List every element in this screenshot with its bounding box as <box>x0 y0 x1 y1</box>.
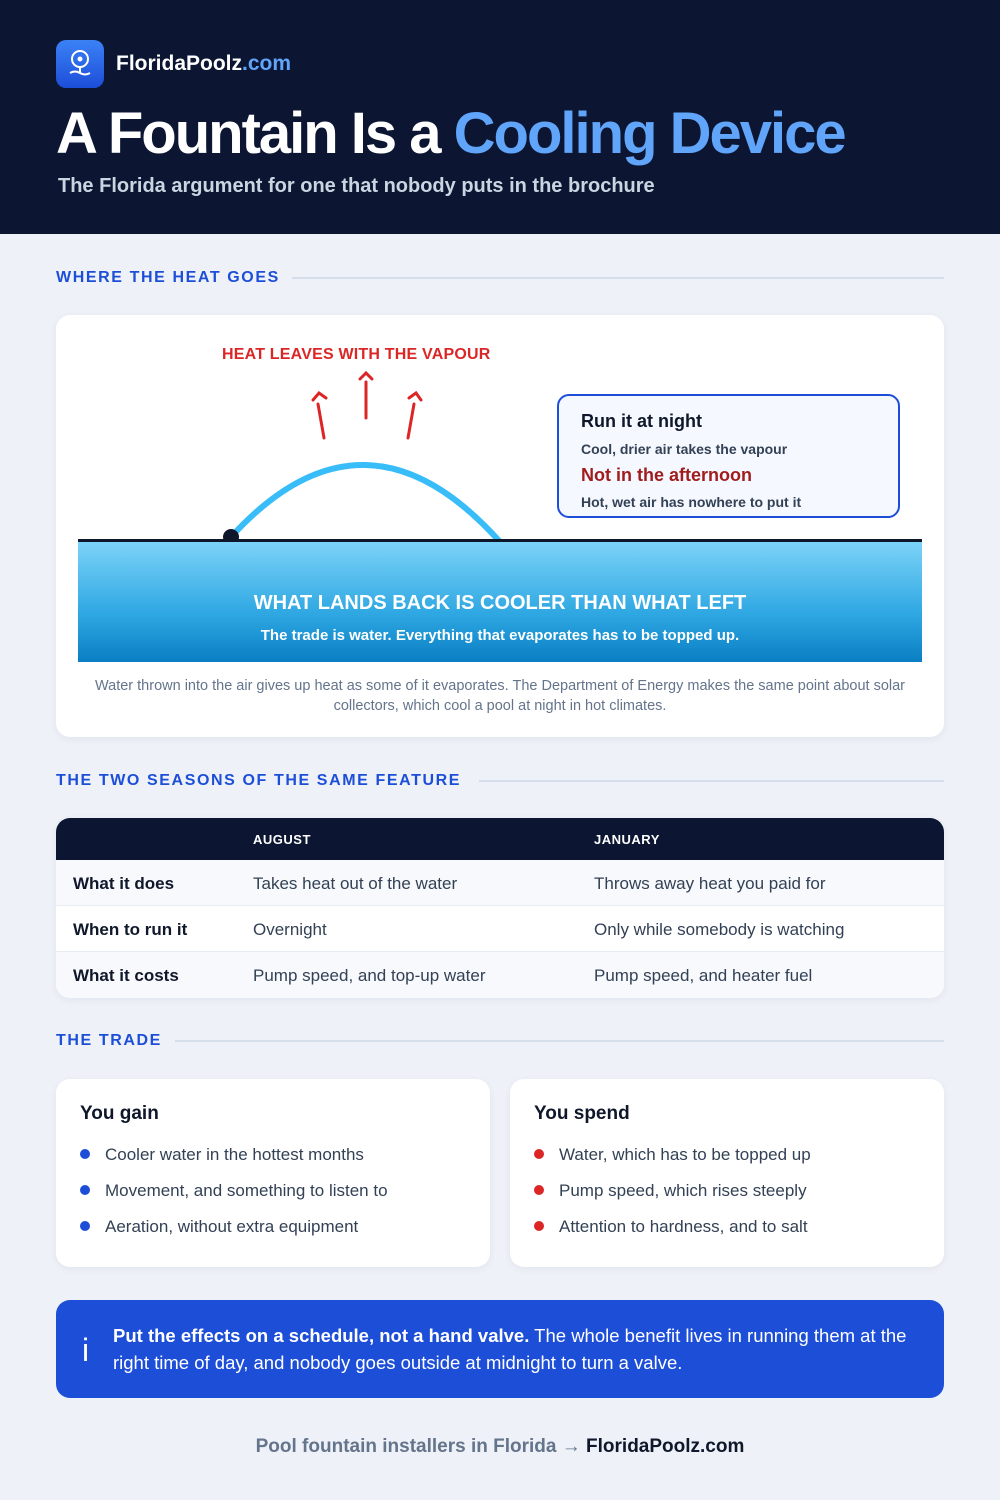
table-cell: Throws away heat you paid for <box>594 874 826 893</box>
page-subtitle: The Florida argument for one that nobody puts in the brochure <box>58 175 655 197</box>
night-subtitle: Cool, drier air takes the vapour <box>581 441 788 457</box>
table-cell: Takes heat out of the water <box>253 874 458 893</box>
list-item: Aeration, without extra equipment <box>80 1217 358 1237</box>
bullet-icon <box>534 1149 544 1159</box>
night-title: Run it at night <box>581 411 702 431</box>
table-row <box>56 906 944 952</box>
afternoon-subtitle: Hot, wet air has nowhere to put it <box>581 494 802 510</box>
row-label: When to run it <box>73 920 188 939</box>
seasons-table <box>56 818 944 998</box>
diagram-caption: Water thrown into the air gives up heat as some of it evaporates. The Department of Energy makes the same point about solar collectors, which cool a pool at night in hot climates. <box>94 678 905 714</box>
table-header <box>56 818 944 860</box>
section-divider <box>479 780 944 782</box>
column-header-august: AUGUST <box>253 832 311 847</box>
heat-label: HEAT LEAVES WITH THE VAPOUR <box>222 346 491 363</box>
list-item: Pump speed, which rises steeply <box>534 1181 807 1201</box>
column-header-january: JANUARY <box>594 832 660 847</box>
spend-card <box>510 1079 944 1267</box>
water-title: WHAT LANDS BACK IS COOLER THAN WHAT LEFT <box>253 592 747 614</box>
water-surface-line <box>78 539 922 542</box>
section-label-heat: WHERE THE HEAT GOES <box>56 269 280 286</box>
row-label: What it costs <box>73 966 179 985</box>
tip-banner <box>56 1300 944 1398</box>
table-cell: Pump speed, and heater fuel <box>594 966 813 985</box>
water-subtitle: The trade is water. Everything that evaporates has to be topped up. <box>260 627 740 644</box>
row-label: What it does <box>73 874 175 893</box>
spend-title: You spend <box>534 1103 630 1124</box>
gain-title: You gain <box>80 1103 159 1124</box>
section-label-seasons: THE TWO SEASONS OF THE SAME FEATURE <box>56 772 462 789</box>
table-cell: Overnight <box>253 920 327 939</box>
table-row <box>56 952 944 998</box>
table-cell: Pump speed, and top-up water <box>253 966 486 985</box>
list-item: Cooler water in the hottest months <box>80 1145 364 1165</box>
list-item: Water, which has to be topped up <box>534 1145 811 1165</box>
list-item: Attention to hardness, and to salt <box>534 1217 808 1237</box>
up-arrow-icon-head <box>409 393 421 400</box>
gain-card <box>56 1079 490 1267</box>
page-title: A Fountain Is a Cooling Device <box>56 101 845 166</box>
fountain-arc <box>231 465 501 543</box>
up-arrow-icon-head <box>360 373 372 379</box>
bullet-icon <box>80 1149 90 1159</box>
bullet-icon <box>80 1221 90 1231</box>
bullet-icon <box>80 1185 90 1195</box>
up-arrow-icon <box>408 404 414 438</box>
footer: Pool fountain installers in Florida → FloridaPoolz.com <box>255 1436 745 1457</box>
info-icon: i <box>82 1332 90 1368</box>
list-item: Movement, and something to listen to <box>80 1181 388 1201</box>
heat-arrows <box>313 373 421 438</box>
table-cell: Only while somebody is watching <box>594 920 845 939</box>
section-label-trade: THE TRADE <box>56 1032 162 1049</box>
up-arrow-icon-head <box>313 393 326 400</box>
brand-name[interactable]: FloridaPoolz.com <box>116 52 292 75</box>
table-row <box>56 860 944 906</box>
bullet-icon <box>534 1185 544 1195</box>
afternoon-title: Not in the afternoon <box>581 465 752 485</box>
tip-text: Put the effects on a schedule, not a hand valve. The whole benefit lives in running them at the right time of day, and nobody goes outside at midnight to turn a valve. <box>113 1325 907 1373</box>
run-at-night-callout <box>557 394 900 518</box>
section-divider <box>175 1040 944 1042</box>
up-arrow-icon <box>318 404 324 438</box>
footer-site-link[interactable]: FloridaPoolz.com <box>586 1436 745 1457</box>
bullet-icon <box>534 1221 544 1231</box>
